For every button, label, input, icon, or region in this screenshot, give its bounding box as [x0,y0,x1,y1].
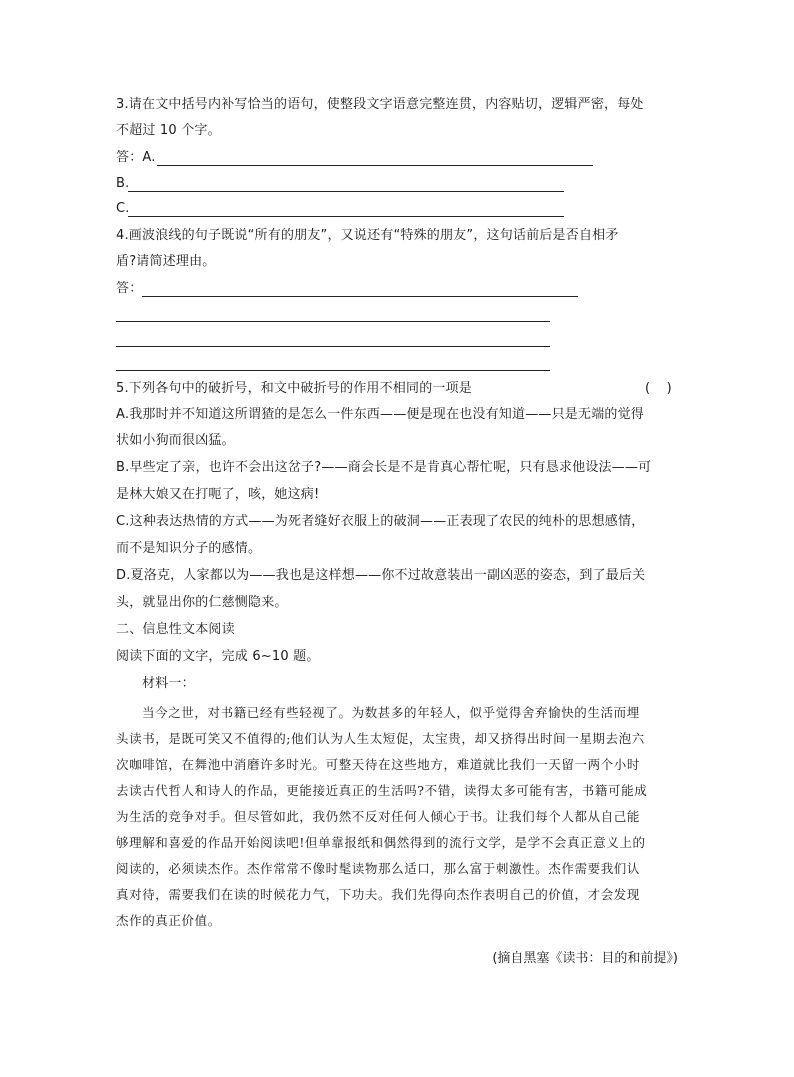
material-label: 材料一： [142,676,195,691]
section2-instruction: 阅读下面的文字，完成 6~10 题。 [116,649,320,664]
q3-answer-c-label: C. [116,201,130,216]
q5-option-c-line1: C.这种表达热情的方式——为死者缝好衣服上的破洞——正表现了农民的纯朴的思想感情， [116,514,645,529]
q3-prompt-line2: 不超过 10 个字。 [116,123,221,138]
q4-prompt-line2: 盾?请简述理由。 [116,254,216,269]
q4-prompt-line1: 4.画波浪线的句子既说“所有的朋友”，又说还有“特殊的朋友”，这句话前后是否自相矛 [116,228,619,243]
passage-line: 当今之世，对书籍已经有些轻视了。为数甚多的年轻人，似乎觉得舍弃愉快的生活而埋 [142,705,640,720]
q3-answer-c-blank[interactable] [128,216,564,217]
q5-option-b-line1: B.早些定了亲，也许不会出这岔子?——商会长是不是肯真心帮忙呢，只有恳求他设法——可 [116,460,652,475]
q5-option-c-line2: 而不是知识分子的感情。 [116,541,262,556]
passage-line: 阅读的，必须读杰作。杰作常常不像时髦读物那么适口，那么富于刺激性。杰作需要我们认 [116,861,641,876]
q5-option-b-line2: 是林大娘又在打呃了，咳，她这病! [116,487,320,502]
q3-answer-b-blank[interactable] [128,191,564,192]
q3-answer-b-label: B. [116,176,130,191]
source-citation: (摘自黑塞《读书：目的和前提》) [492,951,678,966]
q5-prompt: 5.下列各句中的破折号，和文中破折号的作用不相同的一项是 [116,381,473,396]
q5-option-d-line1: D.夏洛克，人家都以为——我也是这样想——你不过故意装出一副凶恶的姿态，到了最后关 [116,568,646,583]
q5-answer-paren[interactable]: ( ) [645,381,672,396]
q3-answer-a-blank[interactable] [157,165,593,166]
passage-line: 头读书，是既可笑又不值得的;他们认为人生太短促，太宝贵，却又挤得出时间一星期去泡六 [116,731,645,746]
passage-line: 为生活的竞争对手。但尽管如此，我仍然不反对任何人倾心于书。让我们每个人都从自己能 [116,809,641,824]
q4-answer-blank-3[interactable] [116,346,550,347]
passage-line: 次咖啡馆，在舞池中消磨许多时光。可整天待在这些地方，难道就比我们一天留一两个小时 [116,757,641,772]
q4-answer-label: 答： [116,281,143,296]
q5-option-a-line2: 状如小狗而很凶猛。 [116,433,235,448]
passage-line: 去读古代哲人和诗人的作品，更能接近真正的生活吗?不错，读得太多可能有害，书籍可能成 [116,783,648,798]
passage-line: 真对待，需要我们在读的时候花力气，下功夫。我们先得向杰作表明自己的价值，才会发现 [116,887,641,902]
passage-line: 够理解和喜爱的作品开始阅读吧!但单靠报纸和偶然得到的流行文学，是学不会真正意义上的 [116,835,646,850]
q4-answer-blank-1[interactable] [142,296,578,297]
q5-option-a-line1: A.我那时并不知道这所谓猹的是怎么一件东西——便是现在也没有知道——只是无端的觉得 [116,407,644,422]
passage-line: 杰作的真正价值。 [116,913,221,928]
q3-prompt-line1: 3.请在文中括号内补写恰当的语句，使整段文字语意完整连贯，内容贴切，逻辑严密，每处 [116,97,644,112]
q5-option-d-line2: 头，就显出你的仁慈恻隐来。 [116,595,288,610]
q4-answer-blank-4[interactable] [116,370,550,371]
q4-answer-blank-2[interactable] [116,321,550,322]
section2-heading: 二、信息性文本阅读 [116,622,235,637]
q3-answer-a-label: 答：A. [116,150,156,165]
